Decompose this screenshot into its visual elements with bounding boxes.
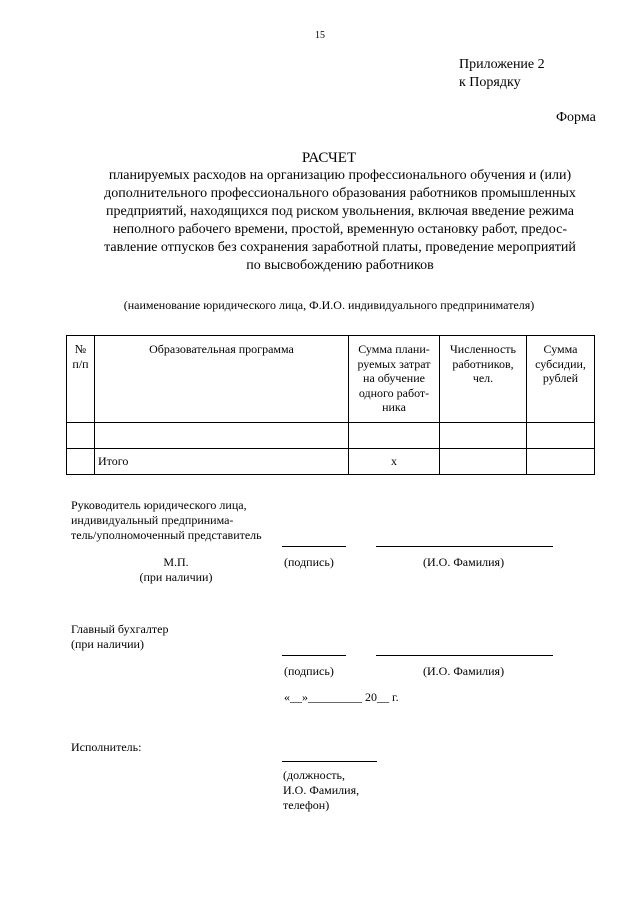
total-cost-mark: х — [349, 449, 440, 475]
subtitle-line: дополнительного профессионального образования работников промышленных — [104, 186, 576, 201]
page-number: 15 — [315, 30, 325, 41]
header-worker-count: Численность работников, чел. — [440, 336, 527, 423]
head-signature-line[interactable] — [282, 546, 346, 547]
subtitle-line: планируемых расходов на организацию профессионального обучения и (или) — [108, 168, 572, 183]
total-worker-count[interactable] — [440, 449, 527, 475]
subtitle-line: тавление отпусков без сохранения заработной платы, проведение мероприятий — [104, 240, 576, 255]
total-subsidy[interactable] — [527, 449, 595, 475]
appendix-reference — [459, 56, 545, 92]
executor-label: Исполнитель: — [71, 740, 142, 754]
subtitle-line: предприятий, находящихся под риском увольнения, включая введение режима — [105, 204, 575, 219]
date-field[interactable]: «__»_________ 20__ г. — [284, 690, 399, 704]
accountant-name-caption: (И.О. Фамилия) — [423, 664, 505, 678]
header-cost-per-worker: Сумма плани- руемых затрат на обучение одного работ- ника — [349, 336, 440, 423]
table-total-row — [67, 449, 595, 475]
head-signatory-label: Руководитель юридического лица, индивидуальный предпринима- тель/уполномоченный представитель — [71, 498, 262, 542]
head-name-line[interactable] — [376, 546, 553, 547]
document-title: РАСЧЕТ — [301, 150, 357, 166]
table-cell[interactable] — [440, 423, 527, 449]
total-label: Итого — [95, 449, 349, 475]
accountant-name-line[interactable] — [376, 655, 553, 656]
table-cell[interactable] — [67, 423, 95, 449]
calculation-table — [66, 335, 595, 475]
name-caption: (И.О. Фамилия) — [423, 555, 505, 569]
table-row — [67, 423, 595, 449]
table-cell[interactable] — [95, 423, 349, 449]
header-program: Образовательная программа — [95, 336, 349, 423]
subtitle-line: неполного рабочего времени, простой, временную остановку работ, предос- — [112, 222, 568, 237]
chief-accountant-label: Главный бухгалтер (при наличии) — [71, 622, 169, 651]
header-subsidy-amount: Сумма субсидии, рублей — [527, 336, 595, 423]
form-label: Форма — [556, 110, 596, 125]
appendix-line-2: к Порядку — [459, 75, 521, 90]
table-cell[interactable] — [349, 423, 440, 449]
table-header-row — [67, 336, 595, 423]
executor-caption: (должность, И.О. Фамилия, телефон) — [283, 768, 360, 812]
appendix-line-1: Приложение 2 — [459, 57, 545, 72]
executor-line[interactable] — [282, 761, 377, 762]
signature-caption: (подпись) — [284, 555, 334, 569]
subtitle-line: по высвобождению работников — [246, 258, 434, 273]
stamp-caption: М.П. (при наличии) — [139, 555, 213, 584]
accountant-signature-line[interactable] — [282, 655, 346, 656]
header-number: № п/п — [67, 336, 95, 423]
document-subtitle — [40, 167, 640, 275]
accountant-signature-caption: (подпись) — [284, 664, 334, 678]
entity-name-caption: (наименование юридического лица, Ф.И.О. индивидуального предпринимателя) — [123, 298, 535, 312]
table-cell[interactable] — [527, 423, 595, 449]
table-cell — [67, 449, 95, 475]
